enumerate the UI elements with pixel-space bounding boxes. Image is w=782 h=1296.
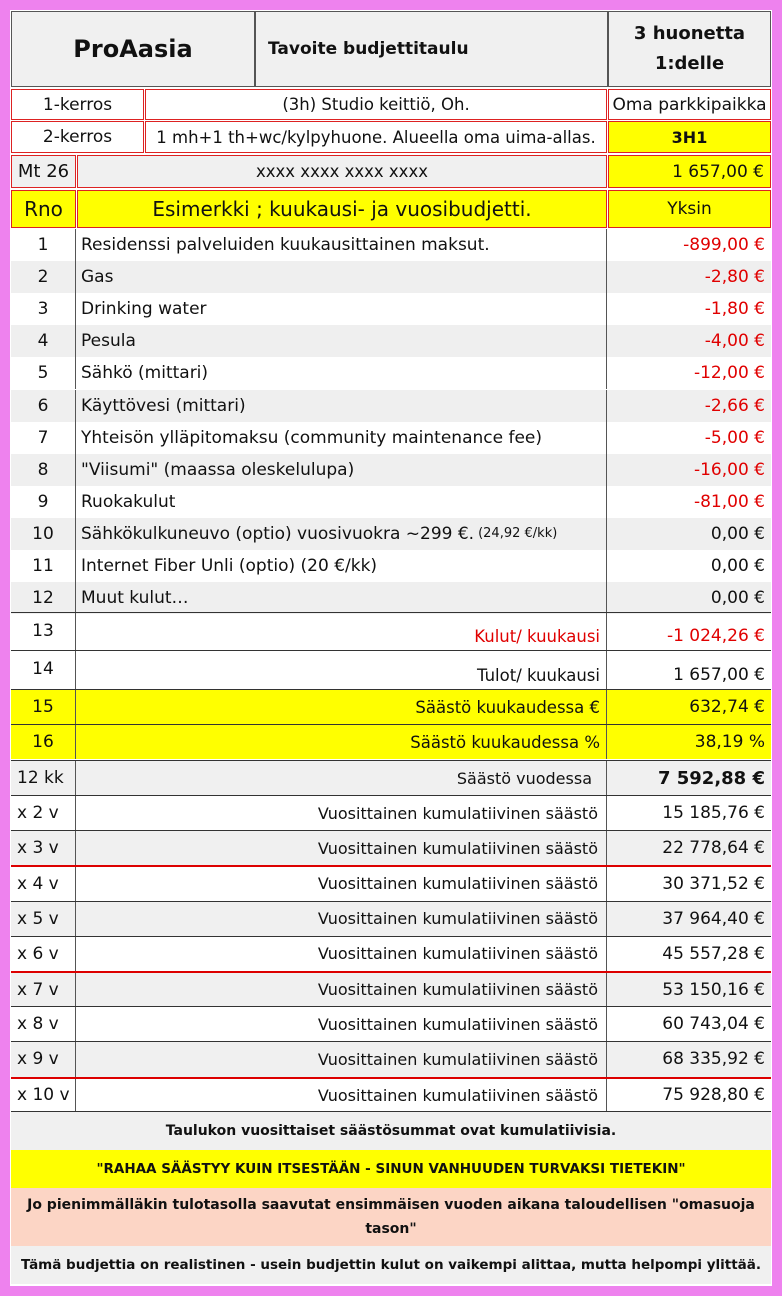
summary-value-cell bbox=[608, 725, 771, 759]
info-label-cell bbox=[11, 121, 144, 153]
info-right-cell bbox=[608, 121, 771, 153]
info-right: Oma parkkipaikka bbox=[612, 94, 767, 115]
table-row bbox=[11, 550, 771, 582]
yearly-row bbox=[11, 760, 771, 795]
row-number: 5 bbox=[37, 363, 49, 384]
cumulative-desc: Vuosittainen kumulatiivinen säästö bbox=[317, 838, 598, 858]
row-value: -4,00 € bbox=[704, 331, 765, 352]
cumulative-label-cell bbox=[11, 1079, 76, 1112]
cumulative-value-cell bbox=[608, 902, 771, 936]
row-desc-cell bbox=[77, 454, 607, 486]
col-header-desc-label: Esimerkki ; kuukausi- ja vuosibudjetti. bbox=[152, 197, 532, 221]
row-value: -12,00 € bbox=[693, 363, 765, 384]
summary-value-cell bbox=[608, 651, 771, 689]
row-value-cell bbox=[608, 550, 771, 582]
row-desc: Muut kulut… bbox=[81, 588, 189, 609]
brand-title: ProAasia bbox=[73, 35, 193, 63]
row-desc: "Viisumi" (maassa oleskelulupa) bbox=[81, 459, 355, 480]
row-value: 0,00 € bbox=[710, 588, 765, 609]
row-value-cell bbox=[608, 518, 771, 550]
col-header-desc bbox=[77, 190, 607, 228]
row-desc-cell bbox=[77, 422, 607, 454]
row-number: 12 bbox=[32, 588, 54, 609]
cumulative-desc-cell bbox=[77, 1079, 607, 1112]
table-row bbox=[11, 486, 771, 518]
row-value: -2,66 € bbox=[704, 395, 765, 416]
table-row bbox=[11, 422, 771, 454]
row-number-cell bbox=[11, 357, 76, 389]
footer-note1: Taulukon vuosittaiset säästösummat ovat kumulatiivisia. bbox=[165, 1123, 617, 1139]
info-label: 2-kerros bbox=[42, 127, 113, 147]
row-desc-cell bbox=[77, 325, 607, 357]
info-desc: (3h) Studio keittiö, Oh. bbox=[282, 95, 470, 114]
info-label: 1-kerros bbox=[42, 94, 113, 115]
row-value-cell bbox=[608, 422, 771, 454]
row-value: 0,00 € bbox=[710, 556, 765, 577]
row-number-cell bbox=[11, 293, 76, 325]
cumulative-label: x 4 v bbox=[17, 873, 59, 894]
cumulative-label: x 5 v bbox=[17, 908, 59, 929]
info-desc: 1 mh+1 th+wc/kylpyhuone. Alueella oma uima-allas. bbox=[156, 127, 596, 147]
cumulative-label: x 10 v bbox=[17, 1085, 70, 1106]
row-value: -16,00 € bbox=[693, 459, 765, 480]
footer-slogan-text: "RAHAA SÄÄSTYY KUIN ITSESTÄÄN - SINUN VANHUUDEN TURVAKSI TIETEKIN" bbox=[96, 1161, 686, 1177]
info-desc-cell bbox=[77, 155, 607, 188]
cumulative-desc-cell bbox=[77, 831, 607, 865]
cumulative-label-cell bbox=[11, 1007, 76, 1041]
row-value: -2,80 € bbox=[704, 267, 765, 288]
col-header-yksin-label: Yksin bbox=[667, 199, 712, 219]
summary-number-cell bbox=[11, 651, 76, 689]
row-number: 11 bbox=[32, 556, 54, 577]
col-header-yksin bbox=[608, 190, 771, 228]
info-desc: xxxx xxxx xxxx xxxx bbox=[256, 162, 428, 181]
summary-number: 15 bbox=[32, 697, 54, 717]
row-value-cell bbox=[608, 582, 771, 614]
subtitle-cell bbox=[255, 11, 608, 87]
cumulative-desc: Vuosittainen kumulatiivinen säästö bbox=[317, 803, 598, 823]
footer-realistinen bbox=[11, 1246, 771, 1284]
cumulative-row bbox=[11, 865, 771, 900]
cumulative-desc-cell bbox=[77, 973, 607, 1006]
info-right-cell bbox=[608, 89, 771, 120]
summary-label-cell bbox=[77, 690, 607, 724]
yearly-value: 7 592,88 € bbox=[657, 767, 765, 789]
cumulative-desc: Vuosittainen kumulatiivinen säästö bbox=[317, 874, 598, 894]
cumulative-value-cell bbox=[608, 796, 771, 830]
row-number-cell bbox=[11, 261, 76, 293]
summary-number-cell bbox=[11, 725, 76, 759]
cumulative-value: 75 928,80 € bbox=[662, 1085, 765, 1106]
summary-number-cell bbox=[11, 613, 76, 650]
cumulative-label-cell bbox=[11, 1042, 76, 1076]
row-number: 9 bbox=[37, 491, 49, 512]
summary-value: 632,74 € bbox=[689, 697, 765, 717]
table-row bbox=[11, 325, 771, 357]
cumulative-label-cell bbox=[11, 831, 76, 865]
row-number: 7 bbox=[37, 427, 49, 448]
cumulative-value: 60 743,04 € bbox=[662, 1014, 765, 1035]
row-desc-cell bbox=[77, 582, 607, 614]
info-label: Mt 26 bbox=[17, 161, 70, 182]
cumulative-row bbox=[11, 1041, 771, 1076]
row-number-cell bbox=[11, 582, 76, 614]
footer-slogan bbox=[11, 1150, 771, 1188]
cumulative-row bbox=[11, 901, 771, 936]
row-number-cell bbox=[11, 229, 76, 261]
yearly-value-cell bbox=[608, 761, 771, 795]
cumulative-desc-cell bbox=[77, 1007, 607, 1041]
row-desc: Käyttövesi (mittari) bbox=[81, 395, 246, 416]
row-value-cell bbox=[608, 390, 771, 422]
row-number: 1 bbox=[37, 235, 49, 256]
footer-omasuoja bbox=[11, 1188, 771, 1246]
cumulative-label: x 2 v bbox=[17, 803, 59, 824]
row-value-cell bbox=[608, 454, 771, 486]
row-desc: Gas bbox=[81, 267, 114, 288]
cumulative-desc: Vuosittainen kumulatiivinen säästö bbox=[317, 1085, 598, 1105]
cumulative-value-cell bbox=[608, 937, 771, 971]
summary-value: 1 657,00 € bbox=[673, 665, 765, 685]
summary-label: Säästö kuukaudessa % bbox=[410, 732, 600, 752]
info-right: 1 657,00 € bbox=[672, 161, 764, 182]
cumulative-value-cell bbox=[608, 973, 771, 1006]
row-desc-cell bbox=[77, 550, 607, 582]
row-desc: Sähkökulkuneuvo (optio) vuosivuokra ~299 €. bbox=[81, 523, 475, 544]
yearly-desc: Säästö vuodessa bbox=[456, 768, 592, 788]
row-desc-cell bbox=[77, 261, 607, 293]
cumulative-desc-cell bbox=[77, 937, 607, 971]
cumulative-desc-cell bbox=[77, 902, 607, 936]
footer-note2: Jo pienimmälläkin tulotasolla saavutat ensimmäisen vuoden aikana taloudellisen "omasuoja tason" bbox=[27, 1197, 755, 1237]
summary-number: 16 bbox=[32, 732, 54, 752]
summary-row bbox=[11, 612, 771, 650]
cumulative-value: 53 150,16 € bbox=[662, 979, 765, 1000]
row-desc: Drinking water bbox=[81, 299, 207, 320]
table-row bbox=[11, 518, 771, 550]
cumulative-desc-cell bbox=[77, 867, 607, 900]
cumulative-desc: Vuosittainen kumulatiivinen säästö bbox=[317, 980, 598, 1000]
cumulative-desc: Vuosittainen kumulatiivinen säästö bbox=[317, 944, 598, 964]
row-desc: Ruokakulut bbox=[81, 491, 176, 512]
cumulative-label: x 9 v bbox=[17, 1049, 59, 1070]
cumulative-desc: Vuosittainen kumulatiivinen säästö bbox=[317, 909, 598, 929]
cumulative-label-cell bbox=[11, 937, 76, 971]
info-right-cell bbox=[608, 155, 771, 188]
rooms-line2: 1:delle bbox=[654, 53, 725, 74]
row-value-cell bbox=[608, 486, 771, 518]
info-desc-cell bbox=[145, 121, 607, 153]
cumulative-value: 22 778,64 € bbox=[662, 838, 765, 859]
info-label-cell bbox=[11, 155, 76, 188]
cumulative-label-cell bbox=[11, 796, 76, 830]
cumulative-desc: Vuosittainen kumulatiivinen säästö bbox=[317, 1049, 598, 1069]
cumulative-label: x 3 v bbox=[17, 838, 59, 859]
row-number-cell bbox=[11, 550, 76, 582]
row-desc-cell bbox=[77, 390, 607, 422]
row-value-cell bbox=[608, 293, 771, 325]
row-number: 3 bbox=[37, 299, 49, 320]
summary-number-cell bbox=[11, 690, 76, 724]
brand-cell bbox=[11, 11, 255, 87]
subtitle: Tavoite budjettitaulu bbox=[268, 39, 469, 59]
row-number-cell bbox=[11, 325, 76, 357]
row-desc: Internet Fiber Unli (optio) (20 €/kk) bbox=[81, 556, 378, 577]
row-desc-cell bbox=[77, 486, 607, 518]
cumulative-value: 68 335,92 € bbox=[662, 1049, 765, 1070]
cumulative-value-cell bbox=[608, 831, 771, 865]
row-value: -1,80 € bbox=[704, 299, 765, 320]
cumulative-label: x 7 v bbox=[17, 979, 59, 1000]
table-row bbox=[11, 390, 771, 422]
cumulative-value-cell bbox=[608, 1079, 771, 1112]
row-desc: Sähkö (mittari) bbox=[81, 363, 209, 384]
table-row bbox=[11, 454, 771, 486]
yearly-label: 12 kk bbox=[17, 768, 64, 788]
row-number: 10 bbox=[32, 523, 54, 544]
yearly-desc-cell bbox=[77, 761, 607, 795]
cumulative-value-cell bbox=[608, 867, 771, 900]
footer-note3: Tämä budjettia on realistinen - usein budjettin kulut on vaikempi alittaa, mutta helpompi ylittää. bbox=[20, 1257, 762, 1273]
rooms-line1: 3 huonetta bbox=[633, 23, 746, 44]
summary-label-cell bbox=[77, 651, 607, 689]
cumulative-row bbox=[11, 795, 771, 830]
cumulative-desc: Vuosittainen kumulatiivinen säästö bbox=[317, 1014, 598, 1034]
row-number: 8 bbox=[37, 459, 49, 480]
cumulative-value-cell bbox=[608, 1007, 771, 1041]
row-desc-cell bbox=[77, 518, 607, 550]
row-number-cell bbox=[11, 390, 76, 422]
row-desc-cell bbox=[77, 229, 607, 261]
row-number-cell bbox=[11, 422, 76, 454]
info-label-cell bbox=[11, 89, 144, 120]
summary-label-cell bbox=[77, 725, 607, 759]
cumulative-value: 30 371,52 € bbox=[662, 873, 765, 894]
summary-label: Kulut/ kuukausi bbox=[474, 627, 600, 646]
row-value: -5,00 € bbox=[704, 427, 765, 448]
cumulative-label-cell bbox=[11, 973, 76, 1006]
row-desc: Yhteisön ylläpitomaksu (community maintenance fee) bbox=[81, 427, 543, 448]
cumulative-row bbox=[11, 1077, 771, 1112]
footer-note-kumulatiivinen bbox=[11, 1112, 771, 1150]
row-number: 2 bbox=[37, 267, 49, 288]
row-value-cell bbox=[608, 325, 771, 357]
table-row bbox=[11, 229, 771, 261]
summary-label: Säästö kuukaudessa € bbox=[415, 697, 600, 717]
summary-label: Tulot/ kuukausi bbox=[477, 666, 600, 685]
rooms-cell bbox=[608, 11, 771, 87]
summary-value-cell bbox=[608, 690, 771, 724]
cumulative-value: 15 185,76 € bbox=[662, 803, 765, 824]
cumulative-label: x 8 v bbox=[17, 1014, 59, 1035]
cumulative-value-cell bbox=[608, 1042, 771, 1076]
cumulative-label: x 6 v bbox=[17, 943, 59, 964]
summary-value-cell bbox=[608, 613, 771, 650]
row-number-cell bbox=[11, 518, 76, 550]
row-desc: Pesula bbox=[81, 331, 136, 352]
cumulative-row bbox=[11, 971, 771, 1006]
row-number: 6 bbox=[37, 395, 49, 416]
cumulative-desc-cell bbox=[77, 1042, 607, 1076]
row-value-cell bbox=[608, 261, 771, 293]
cumulative-label-cell bbox=[11, 867, 76, 900]
cumulative-value: 45 557,28 € bbox=[662, 943, 765, 964]
table-row bbox=[11, 293, 771, 325]
summary-row bbox=[11, 650, 771, 689]
cumulative-value: 37 964,40 € bbox=[662, 908, 765, 929]
summary-number: 14 bbox=[32, 659, 54, 679]
info-right: 3H1 bbox=[671, 127, 708, 147]
row-number-cell bbox=[11, 454, 76, 486]
table-row bbox=[11, 261, 771, 293]
row-desc-cell bbox=[77, 357, 607, 389]
col-header-rno bbox=[11, 190, 76, 228]
cumulative-row bbox=[11, 1006, 771, 1041]
summary-value: -1 024,26 € bbox=[666, 626, 765, 646]
row-value: -899,00 € bbox=[683, 235, 765, 256]
row-number-cell bbox=[11, 486, 76, 518]
row-desc: Residenssi palveluiden kuukausittainen maksut. bbox=[81, 235, 490, 256]
cumulative-row bbox=[11, 830, 771, 865]
row-desc-cell bbox=[77, 293, 607, 325]
table-row bbox=[11, 582, 771, 614]
table-row bbox=[11, 357, 771, 389]
col-header-rno-label: Rno bbox=[24, 197, 63, 221]
summary-value: 38,19 % bbox=[694, 732, 765, 752]
cumulative-row bbox=[11, 936, 771, 971]
summary-row bbox=[11, 724, 771, 759]
row-value-cell bbox=[608, 357, 771, 389]
summary-label-cell bbox=[77, 613, 607, 650]
yearly-label-cell bbox=[11, 761, 76, 795]
info-desc-cell bbox=[145, 89, 607, 120]
cumulative-label-cell bbox=[11, 902, 76, 936]
row-value: -81,00 € bbox=[693, 491, 765, 512]
row-value-cell bbox=[608, 229, 771, 261]
summary-row bbox=[11, 689, 771, 724]
summary-number: 13 bbox=[32, 621, 54, 641]
cumulative-desc-cell bbox=[77, 796, 607, 830]
row-value: 0,00 € bbox=[710, 523, 765, 544]
row-number: 4 bbox=[37, 331, 49, 352]
row-desc-note: (24,92 €/kk) bbox=[478, 526, 558, 542]
